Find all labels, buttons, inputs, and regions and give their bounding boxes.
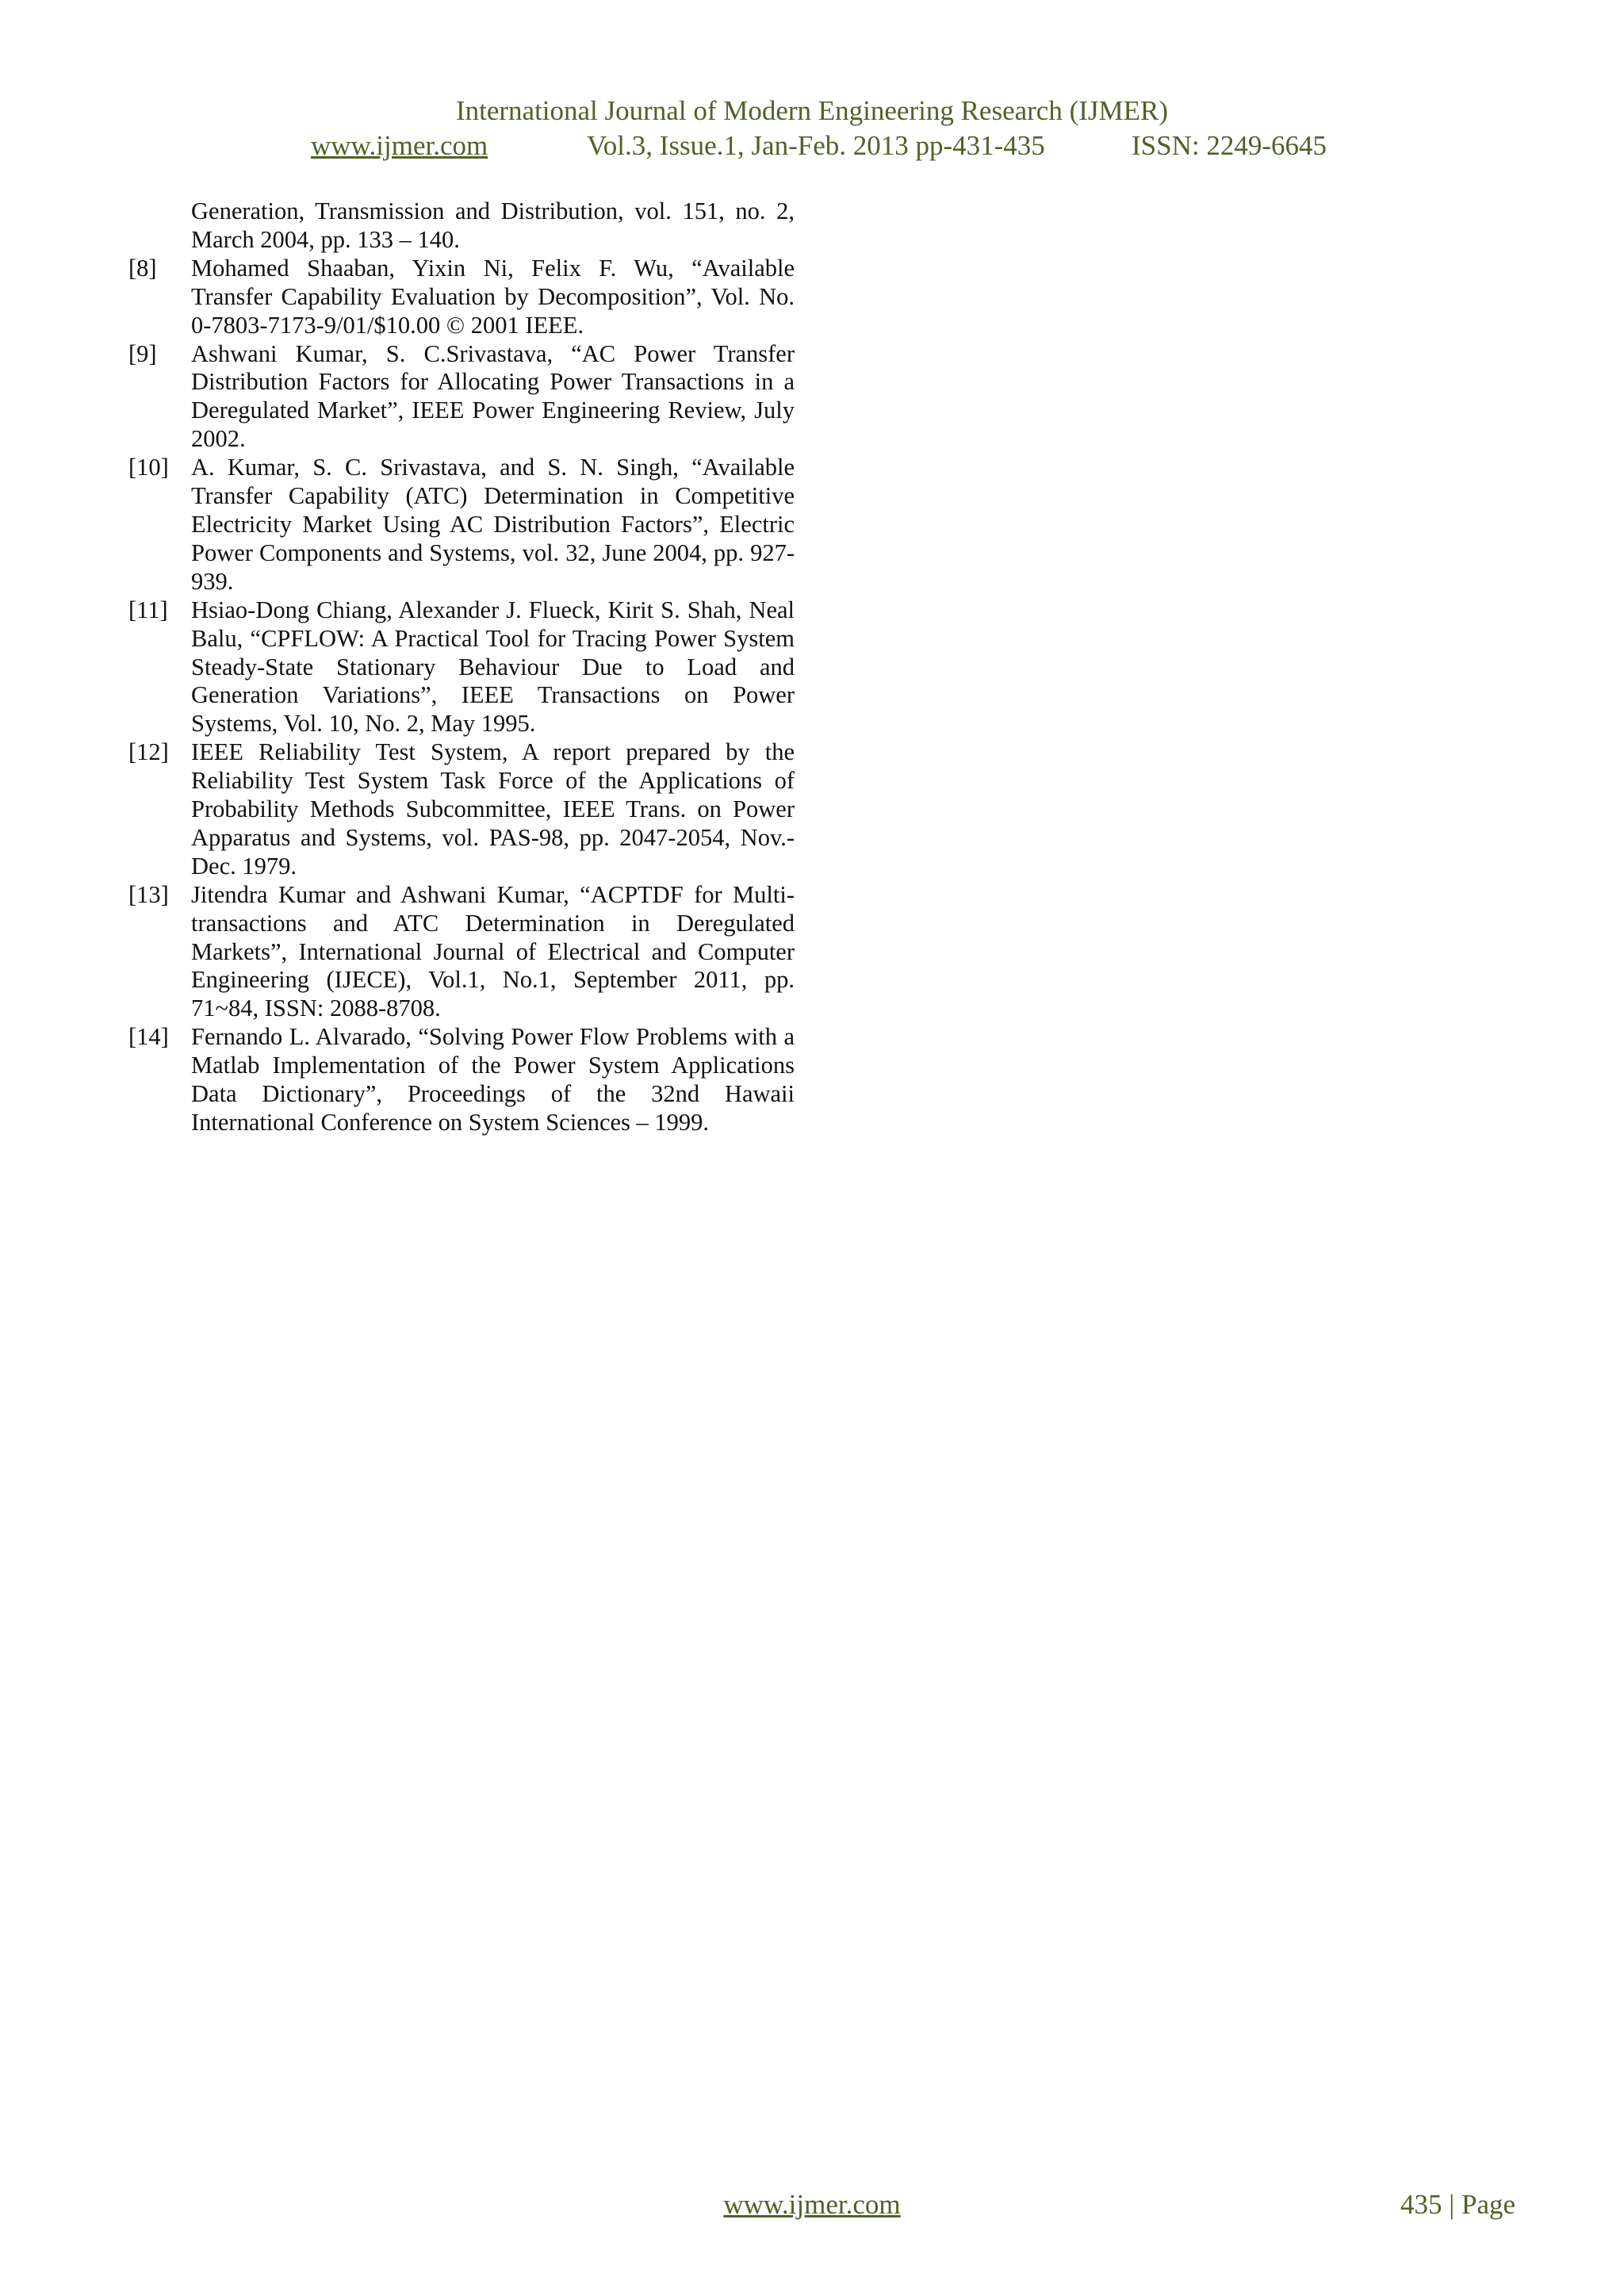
page-number: 435 | Page (1400, 2189, 1516, 2220)
reference-item (128, 340, 795, 454)
reference-text: A. Kumar, S. C. Srivastava, and S. N. Singh, “Available Transfer Capability (ATC) Determination in Competitive Electricity Market Using AC Distribution Factors”, Electric Power Components and Systems, vol. 32, June 2004, pp. 927-939. (191, 454, 795, 595)
reference-text: Hsiao-Dong Chiang, Alexander J. Flueck, Kirit S. Shah, Neal Balu, “CPFLOW: A Practical Tool for Tracing Power System Steady-State Stationary Behaviour Due to Load and Generation Variations”, IEEE Transactions on Power Systems, Vol. 10, No. 2, May 1995. (191, 596, 795, 738)
header-info-row (0, 128, 1624, 163)
reference-number: [10] (128, 454, 169, 481)
references-list (128, 197, 795, 1137)
reference-number: [8] (128, 254, 157, 282)
footer-website-link[interactable]: www.ijmer.com (723, 2189, 901, 2220)
reference-item (128, 255, 795, 340)
reference-text: Jitendra Kumar and Ashwani Kumar, “ACPTDF for Multi-transactions and ATC Determination in Deregulated Markets”, International Journal of Electrical and Computer Engineering (IJECE), Vol.1, No.1, September 2011, pp. 71~84, ISSN: 2088-8708. (191, 880, 795, 1022)
reference-number: [14] (128, 1023, 169, 1051)
issn: ISSN: 2249-6645 (1132, 130, 1327, 161)
reference-item (128, 596, 795, 739)
reference-number: [12] (128, 738, 169, 766)
volume-info: Vol.3, Issue.1, Jan-Feb. 2013 pp-431-435 (587, 130, 1045, 161)
reference-item (128, 454, 795, 596)
reference-number: [9] (128, 339, 157, 367)
reference-item (128, 1023, 795, 1137)
reference-continuation: Generation, Transmission and Distribution, vol. 151, no. 2, March 2004, pp. 133 – 140. (191, 197, 795, 253)
journal-title: International Journal of Modern Engineering Research (IJMER) (455, 95, 1169, 126)
reference-number: [13] (128, 880, 169, 908)
reference-item (128, 738, 795, 881)
reference-text: Fernando L. Alvarado, “Solving Power Flow Problems with a Matlab Implementation of the Power System Applications Data Dictionary”, Proceedings of the 32nd Hawaii International Conference on System Sciences – 1999. (191, 1023, 795, 1136)
reference-number: [11] (128, 596, 168, 623)
page-footer (0, 2187, 1624, 2222)
reference-text: IEEE Reliability Test System, A report prepared by the Reliability Test System Task Force of the Applications of Probability Methods Subcommittee, IEEE Trans. on Power Apparatus and Systems, vol. PAS-98, pp. 2047-2054, Nov.-Dec. 1979. (191, 738, 795, 880)
header-website-link[interactable]: www.ijmer.com (311, 130, 488, 161)
reference-text: Mohamed Shaaban, Yixin Ni, Felix F. Wu, “Available Transfer Capability Evaluation by Decomposition”, Vol. No. 0-7803-7173-9/01/$10.00 © 2001 IEEE. (191, 254, 795, 339)
reference-item (128, 881, 795, 1024)
reference-text: Ashwani Kumar, S. C.Srivastava, “AC Power Transfer Distribution Factors for Allocating Power Transactions in a Deregulated Market”, IEEE Power Engineering Review, July 2002. (191, 339, 795, 453)
